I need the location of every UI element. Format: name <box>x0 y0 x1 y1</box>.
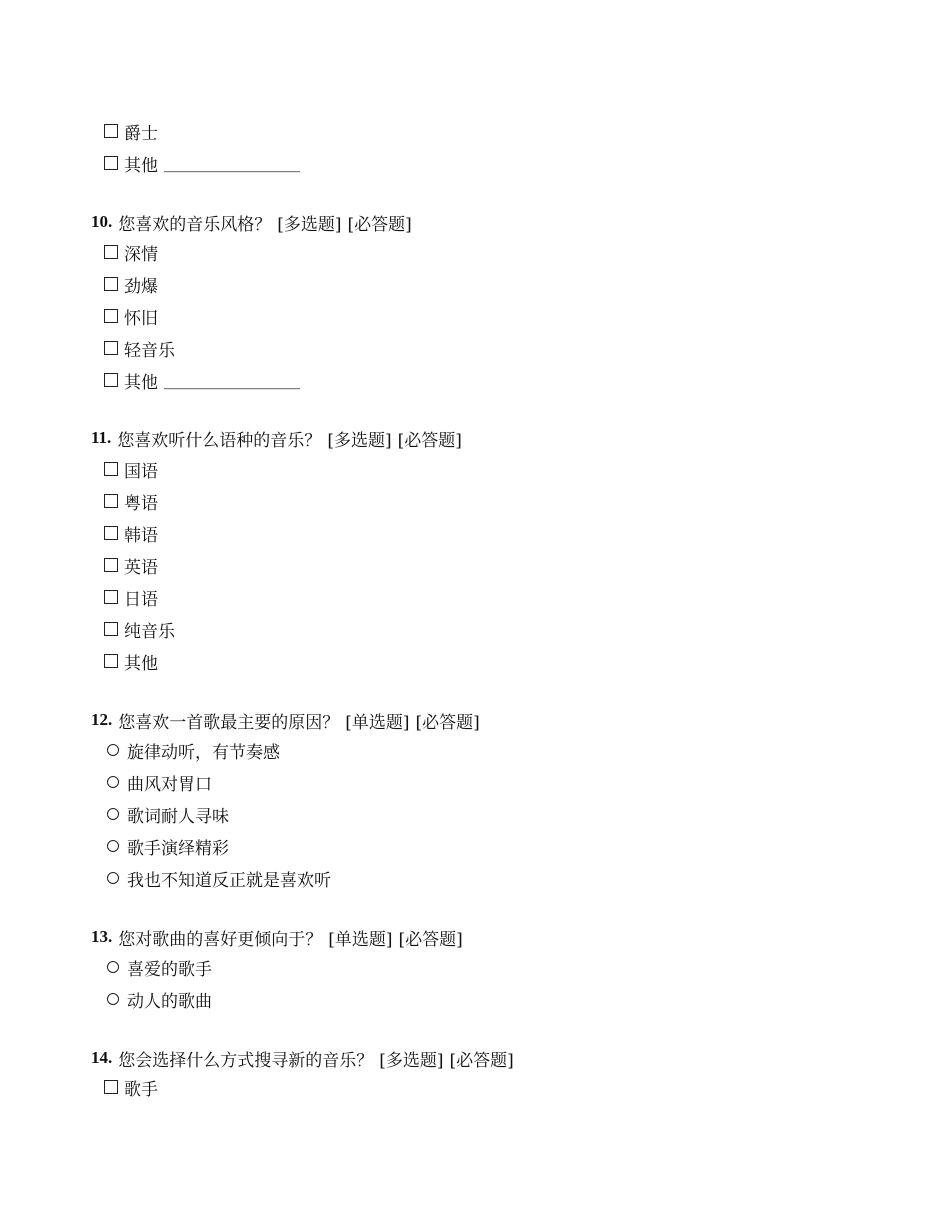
checkbox-option[interactable] <box>104 521 158 545</box>
radio-option[interactable] <box>104 738 280 762</box>
checkbox-option[interactable] <box>104 489 158 513</box>
checkbox-icon[interactable] <box>104 309 118 323</box>
checkbox-icon[interactable] <box>104 526 118 540</box>
checkbox-icon[interactable] <box>104 494 118 508</box>
radio-option[interactable] <box>104 802 229 826</box>
question-type-tag: [单选题] <box>328 929 393 950</box>
option-label: 英语 <box>124 557 158 578</box>
option-label: 喜爱的歌手 <box>127 959 212 980</box>
checkbox-icon[interactable] <box>104 1080 118 1094</box>
checkbox-option[interactable] <box>104 553 158 577</box>
required-tag: [必答题] <box>397 430 462 451</box>
checkbox-option[interactable] <box>104 585 158 609</box>
checkbox-icon[interactable] <box>104 654 118 668</box>
option-label: 曲风对胃口 <box>127 774 212 795</box>
radio-option[interactable] <box>104 866 331 890</box>
checkbox-icon[interactable] <box>104 277 118 291</box>
checkbox-icon[interactable] <box>104 245 118 259</box>
question-13-title <box>91 925 463 949</box>
checkbox-option[interactable] <box>104 336 175 360</box>
question-text: 您喜欢的音乐风格？ <box>118 214 272 235</box>
option-label: 其他 <box>124 372 158 393</box>
question-number: 11. <box>91 428 112 447</box>
option-label: 韩语 <box>124 525 158 546</box>
question-11-title <box>91 426 462 450</box>
required-tag: [必答题] <box>347 214 412 235</box>
radio-icon[interactable] <box>107 961 119 973</box>
radio-icon[interactable] <box>107 744 119 756</box>
checkbox-option[interactable] <box>104 649 158 673</box>
question-type-tag: [多选题] <box>327 430 392 451</box>
radio-icon[interactable] <box>107 776 119 788</box>
question-12-title <box>91 708 480 732</box>
checkbox-icon[interactable] <box>104 622 118 636</box>
checkbox-option[interactable] <box>104 457 158 481</box>
checkbox-option[interactable] <box>104 272 158 296</box>
question-text: 您喜欢听什么语种的音乐？ <box>117 430 322 451</box>
question-number: 14. <box>91 1048 113 1067</box>
radio-option[interactable] <box>104 987 212 1011</box>
checkbox-option[interactable] <box>104 617 175 641</box>
checkbox-option[interactable] <box>104 304 158 328</box>
question-number: 13. <box>91 927 113 946</box>
question-14-title <box>91 1046 514 1070</box>
question-number: 12. <box>91 710 113 729</box>
radio-icon[interactable] <box>107 993 119 1005</box>
option-label: 怀旧 <box>124 308 158 329</box>
required-tag: [必答题] <box>398 929 463 950</box>
question-type-tag: [多选题] <box>277 214 342 235</box>
checkbox-option[interactable] <box>104 151 300 175</box>
option-label: 国语 <box>124 461 158 482</box>
checkbox-icon[interactable] <box>104 462 118 476</box>
option-label: 深情 <box>124 244 158 265</box>
option-label: 其他 <box>124 653 158 674</box>
radio-option[interactable] <box>104 955 212 979</box>
fill-in-blank[interactable]: ________________ <box>164 153 300 173</box>
question-text: 您会选择什么方式搜寻新的音乐？ <box>118 1050 374 1071</box>
question-type-tag: [单选题] <box>345 712 410 733</box>
option-label: 旋律动听，有节奏感 <box>127 742 280 763</box>
required-tag: [必答题] <box>415 712 480 733</box>
option-label: 其他 <box>124 155 158 176</box>
radio-option[interactable] <box>104 770 212 794</box>
checkbox-option[interactable] <box>104 368 300 392</box>
question-type-tag: [多选题] <box>379 1050 444 1071</box>
option-label: 爵士 <box>124 123 158 144</box>
checkbox-icon[interactable] <box>104 558 118 572</box>
checkbox-icon[interactable] <box>104 341 118 355</box>
option-label: 日语 <box>124 589 158 610</box>
radio-icon[interactable] <box>107 840 119 852</box>
option-label: 歌手演绎精彩 <box>127 838 229 859</box>
question-number: 10. <box>91 212 113 231</box>
option-label: 轻音乐 <box>124 340 175 361</box>
checkbox-icon[interactable] <box>104 590 118 604</box>
checkbox-icon[interactable] <box>104 156 118 170</box>
option-label: 动人的歌曲 <box>127 991 212 1012</box>
question-10-title <box>91 210 412 234</box>
option-label: 歌词耐人寻味 <box>127 806 229 827</box>
checkbox-option[interactable] <box>104 240 158 264</box>
option-label: 粤语 <box>124 493 158 514</box>
checkbox-option[interactable] <box>104 1075 158 1099</box>
option-label: 我也不知道反正就是喜欢听 <box>127 870 331 891</box>
option-label: 劲爆 <box>124 276 158 297</box>
checkbox-icon[interactable] <box>104 373 118 387</box>
fill-in-blank[interactable]: ________________ <box>164 370 300 390</box>
checkbox-option[interactable] <box>104 119 158 143</box>
radio-icon[interactable] <box>107 808 119 820</box>
option-label: 歌手 <box>124 1079 158 1100</box>
radio-option[interactable] <box>104 834 229 858</box>
radio-icon[interactable] <box>107 872 119 884</box>
option-label: 纯音乐 <box>124 621 175 642</box>
required-tag: [必答题] <box>449 1050 514 1071</box>
checkbox-icon[interactable] <box>104 124 118 138</box>
question-text: 您对歌曲的喜好更倾向于？ <box>118 929 323 950</box>
question-text: 您喜欢一首歌最主要的原因？ <box>118 712 340 733</box>
